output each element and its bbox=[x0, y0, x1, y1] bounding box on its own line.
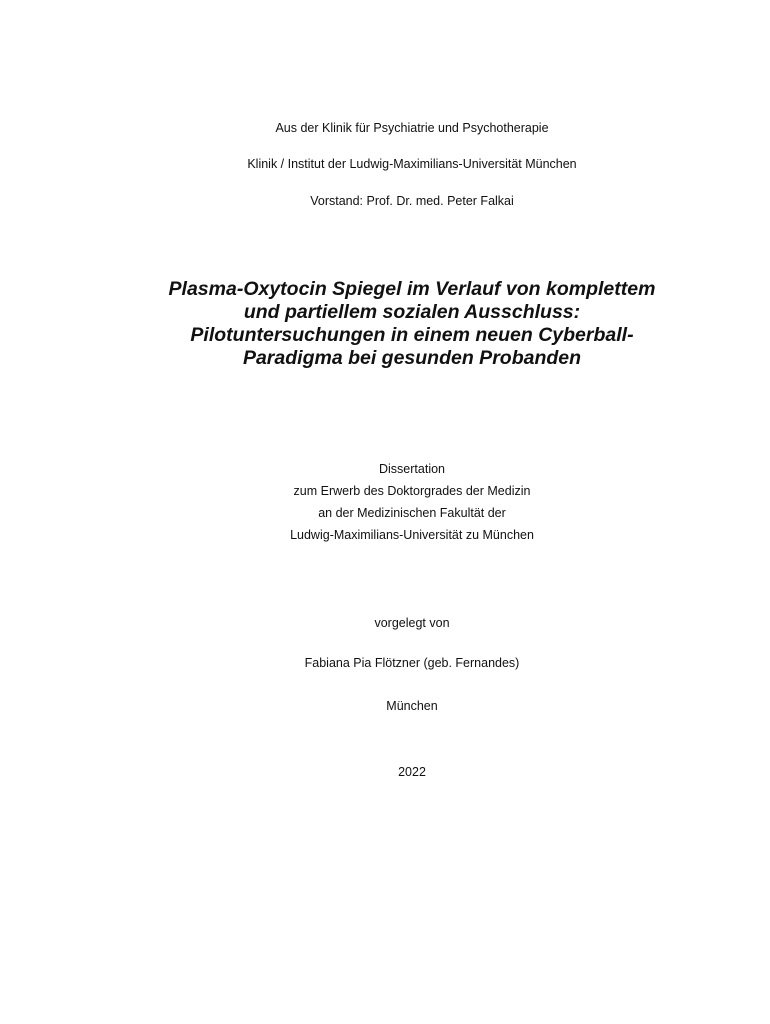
submitted-by-line: vorgelegt von bbox=[374, 616, 450, 630]
dissertation-title bbox=[27, 278, 770, 370]
degree-line: zum Erwerb des Doktorgrades der Medizin bbox=[293, 484, 531, 498]
university-line: Ludwig-Maximilians-Universität zu München bbox=[290, 528, 534, 542]
title-line: und partiellem sozialen Ausschluss: bbox=[243, 301, 581, 323]
title-line: Plasma-Oxytocin Spiegel im Verlauf von komplettem bbox=[168, 278, 656, 300]
clinic-line: Aus der Klinik für Psychiatrie und Psychotherapie bbox=[275, 121, 549, 135]
faculty-line: an der Medizinischen Fakultät der bbox=[318, 506, 506, 520]
author-name: Fabiana Pia Flötzner (geb. Fernandes) bbox=[304, 656, 520, 670]
title-line: Pilotuntersuchungen in einem neuen Cyberball- bbox=[190, 324, 634, 346]
year-line: 2022 bbox=[398, 765, 426, 779]
dissertation-label: Dissertation bbox=[379, 462, 445, 476]
title-line: Paradigma bei gesunden Probanden bbox=[242, 347, 582, 369]
city-line: München bbox=[386, 699, 438, 713]
board-line: Vorstand: Prof. Dr. med. Peter Falkai bbox=[310, 194, 514, 208]
institute-line: Klinik / Institut der Ludwig-Maximilians-Universität München bbox=[247, 157, 577, 171]
